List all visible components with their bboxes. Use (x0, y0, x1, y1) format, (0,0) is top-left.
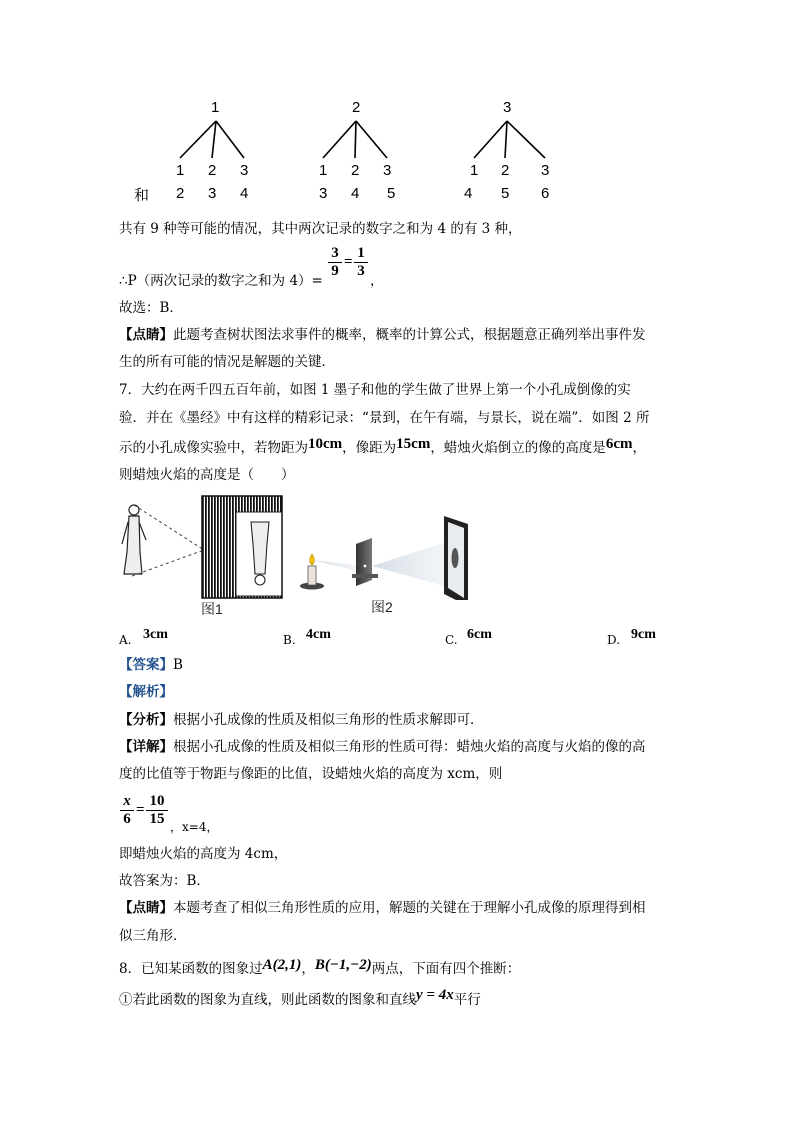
figure-1-label: 图1 (201, 601, 223, 617)
q7-text: ，蜡烛火焰倒立的像的高度是 (430, 440, 606, 456)
total-cases-line: 共有 9 种等可能的情况，其中两次记录的数字之和为 4 的有 3 种， (119, 221, 522, 237)
answer-line (119, 656, 183, 674)
fraction-denominator: 3 (357, 263, 365, 279)
q8-text: 平行 (453, 992, 481, 1008)
q8-text: 8．已知某函数的图象过 (119, 961, 263, 977)
xiangjie-line-b: 度的比值等于物距与像距的比值，设蜡烛火焰的高度为 xcm，则 (119, 766, 503, 782)
q8-text: 两点，下面有四个推断： (371, 961, 521, 977)
option-a-value: 3cm (143, 627, 168, 642)
fraction-numerator: 1 (354, 245, 368, 263)
tree-sum: 3 (208, 185, 217, 202)
note1-line-a (119, 326, 646, 344)
image-height: 6cm (605, 436, 633, 452)
xiangjie-tag: 【详解】 (119, 739, 173, 755)
tree-leaf: 2 (501, 162, 510, 179)
equals-sign: = (136, 802, 145, 818)
note1-line-b: 生的所有可能的情况是解题的关键． (119, 354, 335, 370)
answer-tag: 【答案】 (119, 657, 173, 673)
note-text: 本题考查了相似三角形性质的应用，解题的关键在于理解小孔成像的原理得到相 (173, 900, 646, 916)
xiangjie-line-a (119, 738, 646, 756)
fenxi-text: 根据小孔成像的性质及相似三角形的性质求解即可． (173, 712, 484, 728)
tree-leaf: 3 (383, 162, 392, 179)
fraction-denominator: 15 (149, 811, 165, 827)
tree-sum: 4 (464, 185, 473, 202)
tree-leaf: 1 (470, 162, 479, 179)
tree-leaf: 2 (208, 162, 217, 179)
tree-leaf: 1 (319, 162, 328, 179)
tree-root: 2 (352, 99, 361, 116)
q8-line-a (119, 957, 521, 978)
fraction-numerator: 3 (328, 245, 342, 263)
note2-line-b: 似三角形． (119, 928, 187, 944)
height-line: 即蜡烛火焰的高度为 4cm， (119, 846, 288, 862)
option-letter: B. (283, 633, 296, 647)
probability-prefix: ∴P（两次记录的数字之和为 4）= (119, 273, 323, 289)
tree-sum: 2 (176, 185, 185, 202)
q7-line-c (119, 436, 646, 457)
option-b-value: 4cm (306, 627, 331, 642)
fraction-10-15 (146, 793, 168, 828)
q7-line-d: 则蜡烛火焰的高度是（ ） (119, 467, 295, 483)
q7-line-b: 验．并在《墨经》中有这样的精彩记录：“景到，在午有端，与景长，说在端”．如图 2 所 (119, 410, 650, 426)
probability-line (119, 272, 323, 290)
fraction-denominator: 9 (331, 263, 339, 279)
option-letter: A. (119, 633, 132, 647)
fraction-1-3 (354, 245, 368, 280)
option-d-value: 9cm (631, 627, 656, 642)
q7-line-a: 7．大约在两千四五百年前，如图 1 墨子和他的学生做了世界上第一个小孔成倒像的实 (119, 382, 631, 398)
figure-2-pinhole-candle (292, 508, 482, 600)
probability-suffix: ， (370, 273, 384, 289)
point-b: B(−1,−2) (314, 957, 372, 973)
object-distance: 10cm (308, 436, 343, 452)
note2-line-a (119, 899, 646, 917)
tree-sum: 6 (541, 185, 550, 202)
fenxi-tag: 【分析】 (119, 712, 173, 728)
tree-leaf: 1 (176, 162, 185, 179)
sum-row-label: 和 (134, 187, 150, 204)
choose-b-line: 故选：B． (119, 300, 183, 316)
analysis-tag: 【解析】 (119, 684, 173, 700)
final-answer-line: 故答案为：B． (119, 873, 210, 889)
note-tag: 【点睛】 (119, 327, 173, 343)
tree-leaf: 3 (541, 162, 550, 179)
fraction-numerator: 10 (146, 793, 168, 811)
q8-line-b (119, 987, 481, 1009)
fraction-x-6 (120, 793, 134, 828)
tree-root: 3 (503, 99, 512, 116)
tree-sum: 4 (351, 185, 360, 202)
q7-text: ，像距为 (342, 440, 397, 456)
q7-text: 示的小孔成像实验中，若物距为 (119, 440, 308, 456)
option-letter: D. (607, 633, 621, 647)
q8-text: ①若此函数的图象为直线，则此函数的图象和直线 (119, 992, 416, 1008)
tree-sum: 5 (501, 185, 510, 202)
figure-2-label: 图2 (371, 599, 393, 615)
q7-text: ， (632, 440, 646, 456)
line-equation: y = 4x (416, 987, 454, 1003)
fenxi-line (119, 711, 484, 729)
point-a: A(2,1) (262, 957, 302, 973)
tree-leaf: 2 (351, 162, 360, 179)
image-distance: 15cm (396, 436, 431, 452)
x-result: ，x=4， (170, 820, 219, 834)
tree-diagram-lines (0, 0, 794, 210)
fraction-3-9 (328, 245, 342, 280)
note-tag: 【点睛】 (119, 900, 173, 916)
equals-sign: = (344, 254, 353, 270)
option-letter: C. (445, 633, 458, 647)
fraction-denominator: 6 (123, 811, 131, 827)
answer-value: B (173, 657, 183, 673)
option-c-value: 6cm (467, 627, 492, 642)
tree-sum: 5 (387, 185, 396, 202)
figure-1-pinhole-woodcut (118, 492, 300, 602)
tree-sum: 4 (240, 185, 249, 202)
tree-root: 1 (211, 99, 220, 116)
xiangjie-text: 根据小孔成像的性质及相似三角形的性质可得：蜡烛火焰的高度与火焰的像的高 (173, 739, 646, 755)
tree-leaf: 3 (240, 162, 249, 179)
q8-text: ， (301, 961, 315, 977)
fraction-numerator: x (120, 793, 134, 811)
tree-sum: 3 (319, 185, 328, 202)
note-text: 此题考查树状图法求事件的概率，概率的计算公式，根据题意正确列举出事件发 (173, 327, 646, 343)
